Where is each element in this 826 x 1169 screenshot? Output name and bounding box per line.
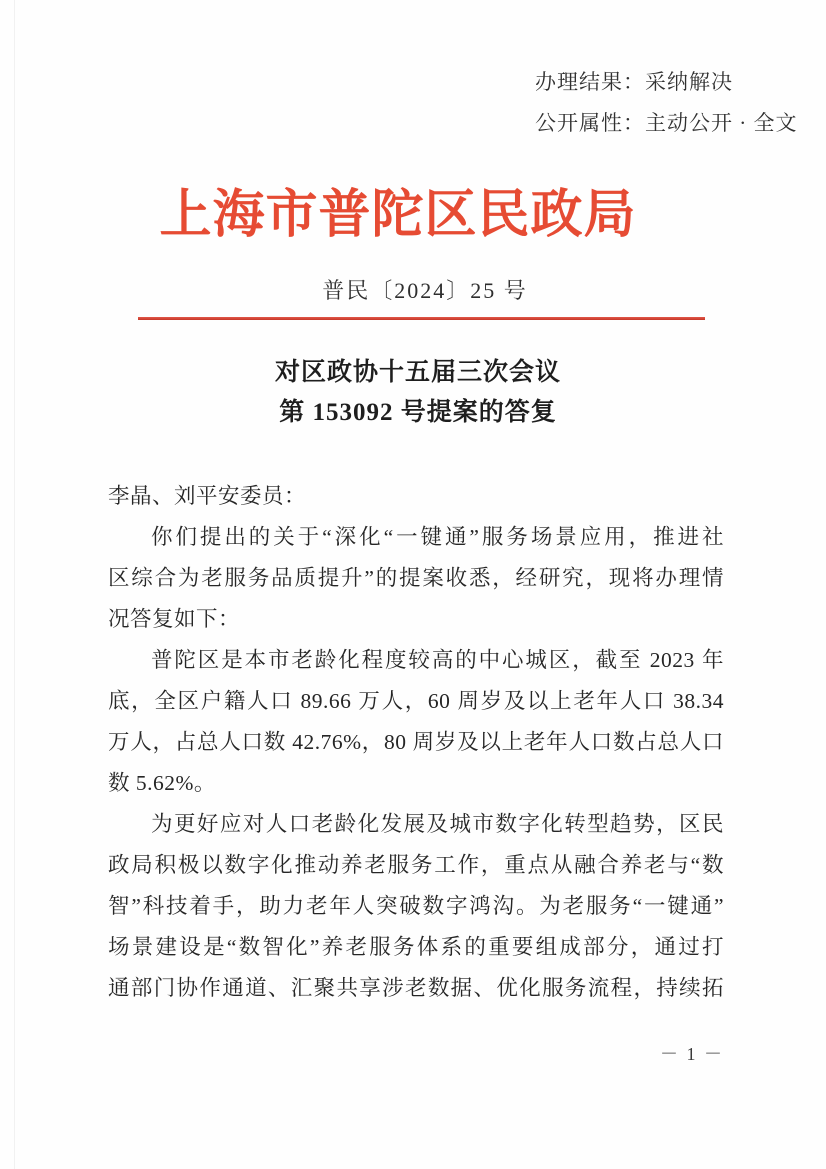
- meta-label: 公开属性：: [535, 111, 645, 135]
- doc-number: 普民〔2024〕25 号: [322, 278, 528, 303]
- agency-title: 上海市普陀区民政局: [159, 187, 637, 244]
- meta-handling-result: [535, 62, 798, 103]
- body-line: 普陀区是本市老龄化程度较高的中心城区，截至 2023 年: [151, 648, 724, 672]
- body-line: 万人，占总人口数 42.76%，80 周岁及以上老年人口数占总人口: [108, 730, 724, 754]
- body-line: 底，全区户籍人口 89.66 万人，60 周岁及以上老年人口 38.34: [108, 689, 724, 713]
- body-line: 智”科技着手，助力老年人突破数字鸿沟。为老服务“一键通”: [108, 894, 724, 918]
- subject-title-line-2: 第 153092 号提案的答复: [279, 399, 557, 426]
- body-line: 李晶、刘平安委员：: [108, 484, 307, 508]
- body-line: 你们提出的关于“深化“一键通”服务场景应用，推进社: [151, 525, 724, 549]
- body-line: 政局积极以数字化推动养老服务工作，重点从融合养老与“数: [108, 853, 724, 877]
- meta-publicity-attribute: [535, 103, 798, 144]
- subject-title-line-1: 对区政协十五届三次会议: [274, 359, 561, 386]
- body-line: 况答复如下：: [108, 607, 241, 631]
- body-line: 场景建设是“数智化”养老服务体系的重要组成部分，通过打: [108, 935, 724, 959]
- page-number: － 1 －: [660, 1044, 724, 1064]
- body-line: 为更好应对人口老龄化发展及城市数字化转型趋势，区民: [151, 812, 724, 836]
- meta-value: 采纳解决: [645, 70, 733, 94]
- red-divider-rule: [138, 317, 705, 320]
- subject-title: [10, 353, 826, 433]
- body-line: 通部门协作通道、汇聚共享涉老数据、优化服务流程，持续拓: [108, 976, 724, 1000]
- header-meta: [535, 62, 798, 144]
- body-line: 数 5.62%。: [108, 771, 216, 795]
- body-line: 区综合为老服务品质提升”的提案收悉，经研究，现将办理情: [108, 566, 724, 590]
- meta-label: 办理结果：: [535, 70, 645, 94]
- document-body: [108, 476, 724, 1009]
- meta-value: 主动公开 · 全文: [645, 111, 798, 135]
